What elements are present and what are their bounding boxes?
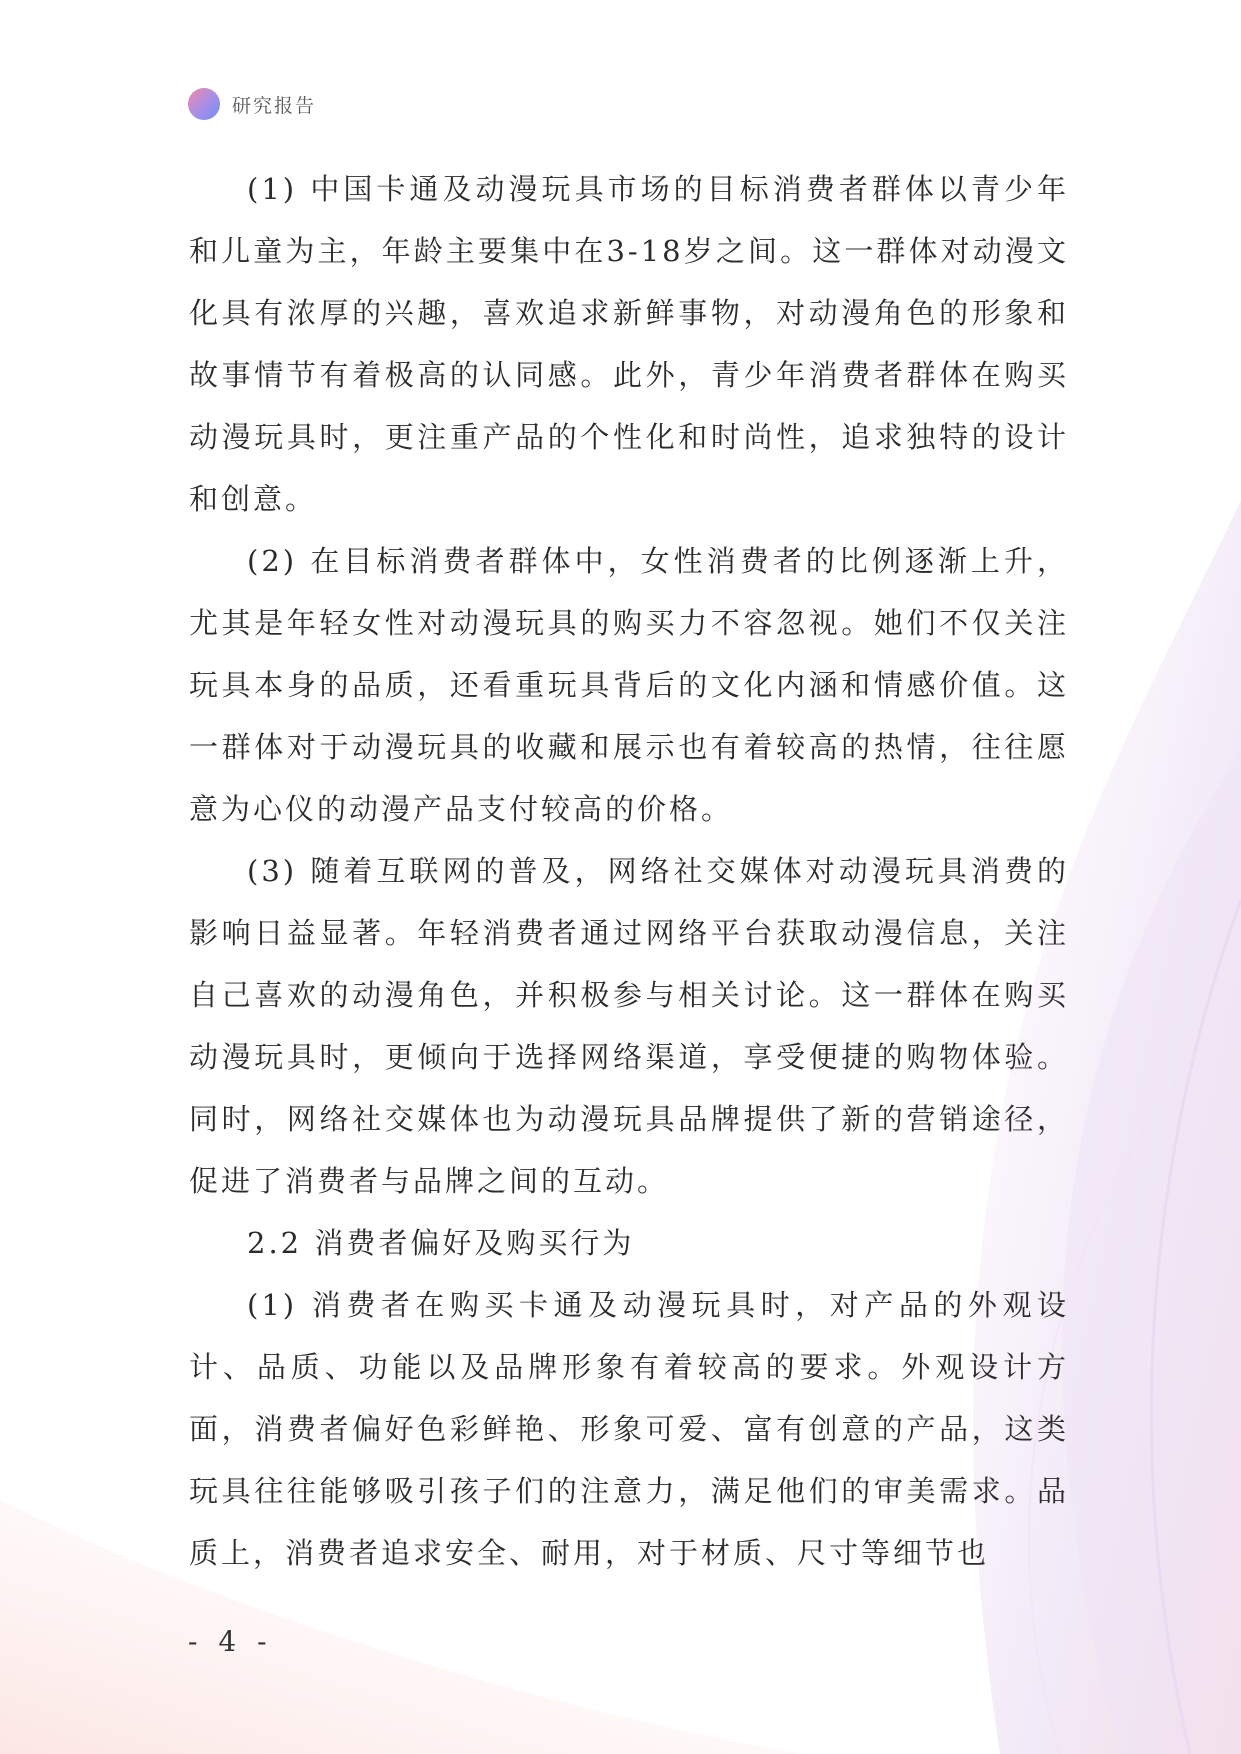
paragraph-1: (1) 中国卡通及动漫玩具市场的目标消费者群体以青少年和儿童为主，年龄主要集中在3-18岁之间。这一群体对动漫文化具有浓厚的兴趣，喜欢追求新鲜事物，对动漫角色的形象和故事情节有着极高的认同感。此外，青少年消费者群体在购买动漫玩具时，更注重产品的个性化和时尚性，追求独特的设计和创意。 [189, 172, 1069, 516]
section-heading: 2.2 消费者偏好及购买行为 [247, 1226, 635, 1260]
page-number: - 4 - [188, 1625, 273, 1658]
page-header [188, 88, 316, 120]
paragraph-3: (3) 随着互联网的普及，网络社交媒体对动漫玩具消费的影响日益显著。年轻消费者通过网络平台获取动漫信息，关注自己喜欢的动漫角色，并积极参与相关讨论。这一群体在购买动漫玩具时，更倾向于选择网络渠道，享受便捷的购物体验。同时，网络社交媒体也为动漫玩具品牌提供了新的营销途径，促进了消费者与品牌之间的互动。 [189, 854, 1069, 1198]
body-content [189, 158, 1069, 1584]
header-title: 研究报告 [232, 94, 317, 117]
paragraph-4: (1) 消费者在购买卡通及动漫玩具时，对产品的外观设计、品质、功能以及品牌形象有着较高的要求。外观设计方面，消费者偏好色彩鲜艳、形象可爱、富有创意的产品，这类玩具往往能够吸引孩子们的注意力，满足他们的审美需求。品质上，消费者追求安全、耐用，对于材质、尺寸等细节也 [189, 1288, 1069, 1570]
logo-circle-icon [188, 88, 220, 120]
paragraph-2: (2) 在目标消费者群体中，女性消费者的比例逐渐上升，尤其是年轻女性对动漫玩具的购买力不容忽视。她们不仅关注玩具本身的品质，还看重玩具背后的文化内涵和情感价值。这一群体对于动漫玩具的收藏和展示也有着较高的热情，往往愿意为心仪的动漫产品支付较高的价格。 [189, 544, 1069, 826]
